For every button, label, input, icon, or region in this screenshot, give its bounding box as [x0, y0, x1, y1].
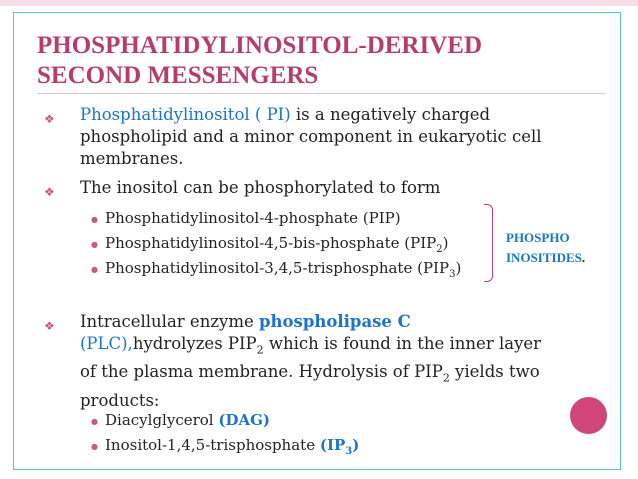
sub-item-ip3: Inositol-1,4,5-trisphosphate $(IP_3)$	[105, 436, 360, 457]
bullet-marker-icon: ❖	[44, 319, 55, 333]
phosphoinositides-label: PHOSPHO INOSITIDES.	[506, 230, 586, 265]
bullet-3: Intracellular enzyme phospholipase C (PLC),hydrolyzes $PIP_2$ which is found in the inner layer of the plasma membrane. Hydrolysis of $PIP_2$ yields two products:	[80, 312, 542, 410]
sub-item-pip: Phosphatidylinositol-4-phosphate (PIP)	[105, 209, 401, 227]
bracket-brace	[484, 204, 493, 282]
slide-title	[37, 31, 597, 91]
decorative-circle	[570, 397, 607, 434]
sub-bullet-icon: ●	[91, 240, 98, 249]
sub-item-pip2: Phosphatidylinositol-4,5-bis-phosphate $(PIP_2)$	[105, 234, 449, 255]
sub-bullet-icon: ●	[91, 215, 98, 224]
title-line-1: PHOSPHATIDYLINOSITOL-DERIVED	[37, 32, 482, 59]
bullet-1-text: is a negatively charged	[290, 105, 491, 124]
sub-bullet-icon: ●	[91, 265, 98, 274]
bullet-1-line-2: phospholipid and a minor component in eukaryotic cell	[80, 127, 542, 146]
sub-bullet-icon: ●	[91, 417, 98, 426]
bullet-1-line-3: membranes.	[80, 149, 184, 168]
bullet-1	[80, 104, 600, 170]
sub-item-pip3: Phosphatidylinositol-3,4,5-trisphosphate $(PIP_3)$	[105, 259, 462, 280]
term-pi: ( PI)	[249, 105, 291, 124]
term-phospholipase-c: phospholipase C	[259, 312, 411, 331]
term-phosphatidylinositol: Phosphatidylinositol	[80, 105, 250, 124]
bullet-2: The inositol can be phosphorylated to form	[80, 178, 441, 197]
top-strip	[0, 0, 638, 6]
sub-item-dag: Diacylglycerol (DAG)	[105, 411, 271, 429]
bullet-marker-icon: ❖	[44, 112, 55, 126]
title-underline	[37, 93, 605, 94]
term-plc: (PLC),	[80, 334, 133, 353]
bullet-marker-icon: ❖	[44, 185, 55, 199]
sub-bullet-icon: ●	[91, 442, 98, 451]
title-line-2: SECOND MESSENGERS	[37, 62, 319, 89]
